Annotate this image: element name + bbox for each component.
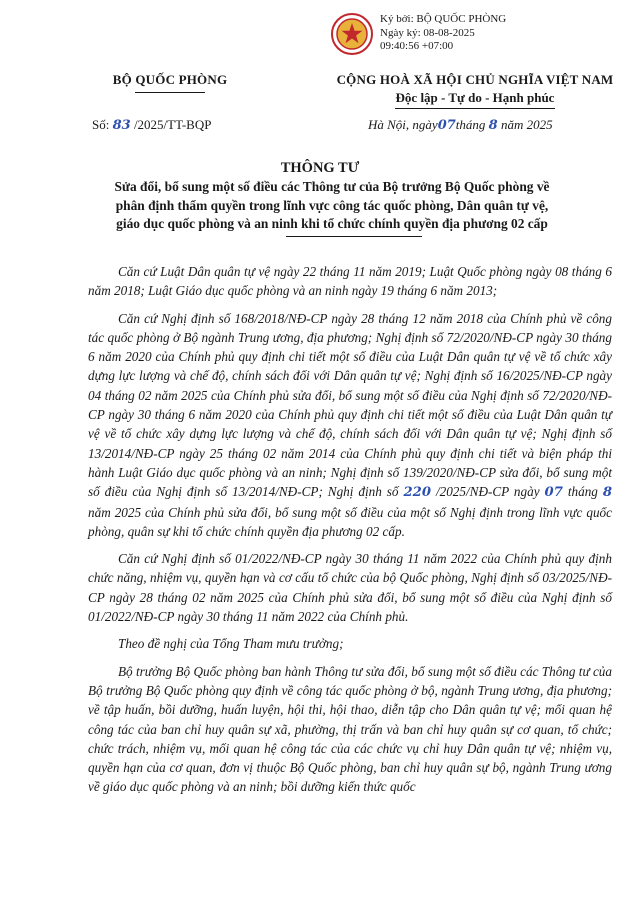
motto-underline bbox=[395, 108, 555, 109]
title-underline bbox=[286, 236, 422, 237]
digital-signature-block bbox=[330, 12, 630, 56]
handwritten-decree-month: 8 bbox=[602, 485, 613, 501]
legal-basis-paragraph: Căn cứ Luật Dân quân tự vệ ngày 22 tháng 11 năm 2019; Luật Quốc phòng ngày 08 tháng 6 năm 2018; Luật Giáo dục quốc phòng và an ninh ngày 19 tháng 6 năm 2013; bbox=[88, 264, 612, 299]
issuer-name: BỘ QUỐC PHÒNG bbox=[112, 72, 228, 87]
legal-basis-paragraph: Căn cứ Nghị định số 168/2018/NĐ-CP ngày 28 tháng 12 năm 2018 của Chính phủ về công tác quốc phòng ở Bộ ngành Trung ương, địa phương; Nghị định số 72/2020/NĐ-CP ngày 30 tháng 6 năm 2020 của Chính phủ quy định chi tiết một số điều của Luật Dân quân tự vệ về tổ chức xây dựng lực lượng và chế độ, chính sách đối với Dân quân tự vệ; Nghị định số 16/2025/NĐ-CP ngày 04 tháng 02 năm 2025 của Chính phủ sửa đổi, bổ sung một số điều của Nghị định số 72/2020/NĐ-CP ngày 30 tháng 6 năm 2020 của Chính phủ quy định chi tiết một số điều của Luật Dân quân tự vệ về tổ chức xây dựng lực lượng và chế độ, chính sách đối với Dân quân tự vệ; Nghị định số 13/2014/NĐ-CP ngày 25 tháng 02 năm 2014 của Chính phủ quy định chi tiết và biện pháp thi hành Luật Giáo dục quốc phòng và an ninh; Nghị định số 139/2020/NĐ-CP sửa đổi, bổ sung một số điều của Nghị định số 13/2014/NĐ-CP; Nghị định số 220 /2025/NĐ-CP ngày 07 tháng 8 năm 2025 của Chính phủ sửa đổi, bổ sung một số điều của một số Nghị định trong lĩnh vực quốc phòng, quân sự khi tổ chức chính quyền địa phương 02 cấp. bbox=[88, 310, 613, 539]
national-header bbox=[330, 72, 620, 109]
handwritten-day: 07 bbox=[437, 118, 456, 133]
national-emblem-seal bbox=[330, 12, 374, 56]
proposal-paragraph: Theo đề nghị của Tổng Tham mưu trưởng; bbox=[118, 636, 344, 652]
handwritten-month: 8 bbox=[488, 118, 498, 133]
enactment-paragraph: Bộ trưởng Bộ Quốc phòng ban hành Thông tư sửa đổi, bổ sung một số điều các Thông tư của Bộ trưởng Bộ Quốc phòng quy định về công tác quốc phòng ở bộ, ngành Trung ương, địa phương; về tập huấn, bồi dưỡng, huấn luyện, hội thi, hội thao, diễn tập cho Dân quân tự vệ; mối quan hệ công tác của ban chỉ huy quân sự xã, phường, thị trấn và ban chỉ huy quân sự cơ quan, tổ chức; chức trách, nhiệm vụ, mối quan hệ công tác của các chức vụ chỉ huy Dân quân tự vệ; nhiệm vụ, quyền hạn của cơ quan, đơn vị thuộc Bộ Quốc phòng, ban chỉ huy quân sự bộ, ngành Trung ương về giáo dục quốc phòng và an ninh; bồi dưỡng kiến thức quốc bbox=[88, 663, 612, 795]
signer-name: Ký bởi: BỘ QUỐC PHÒNG bbox=[380, 13, 507, 25]
handwritten-decree-day: 07 bbox=[544, 485, 563, 501]
nation-name: CỘNG HOÀ XÃ HỘI CHỦ NGHĨA VIỆT NAM bbox=[336, 72, 614, 87]
legal-basis-paragraph: Căn cứ Nghị định số 01/2022/NĐ-CP ngày 30 tháng 11 năm 2022 của Chính phủ quy định chức năng, nhiệm vụ, quyền hạn và cơ cấu tổ chức của bộ Quốc phòng, Nghị định số 03/2025/NĐ-CP ngày 28 tháng 02 năm 2025 của Chính phủ sửa đổi, bổ sung một số điều của Nghị định số 01/2022/NĐ-CP ngày 30 tháng 11 năm 2022 của Chính phủ. bbox=[88, 551, 612, 625]
issuer-header bbox=[70, 72, 270, 93]
document-title: Sửa đổi, bổ sung một số điều các Thông tư của Bộ trưởng Bộ Quốc phòng về phân định thẩm quyền trong lĩnh vực công tác quốc phòng, Dân quân tự vệ, giáo dục quốc phòng và an ninh khi tổ chức chính quyền địa phương 02 cấp bbox=[114, 179, 550, 232]
handwritten-decree-number: 220 bbox=[403, 485, 431, 501]
national-motto: Độc lập - Tự do - Hạnh phúc bbox=[395, 90, 555, 105]
document-body bbox=[88, 262, 612, 805]
signing-time: 09:40:56 +07:00 bbox=[380, 40, 454, 52]
document-number: Số: 83 /2025/TT-BQP bbox=[92, 117, 212, 133]
issuer-underline bbox=[135, 92, 205, 93]
place-date: Hà Nội, ngày07tháng 8 năm 2025 bbox=[368, 117, 553, 133]
signing-date: Ngày ký: 08-08-2025 bbox=[380, 26, 475, 39]
document-type: THÔNG TƯ bbox=[280, 160, 360, 176]
handwritten-number: 83 bbox=[112, 118, 131, 133]
